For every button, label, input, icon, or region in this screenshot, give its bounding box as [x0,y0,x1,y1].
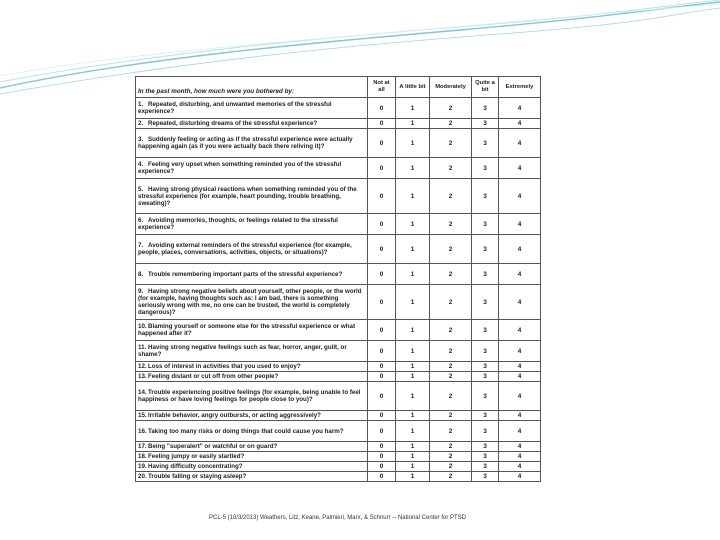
score-option[interactable]: 2 [430,235,472,264]
score-option[interactable]: 3 [472,442,499,452]
item-number: 11. [138,344,147,351]
score-option[interactable]: 4 [499,119,541,129]
score-option[interactable]: 0 [368,285,396,320]
item-number: 17. [138,443,147,450]
item-question [136,341,368,362]
score-option[interactable]: 3 [472,158,499,179]
score-option[interactable]: 1 [396,98,430,119]
item-text: Having strong negative beliefs about yourself, other people, or the world (for example, having thoughts such as: I am bad, there is something seriously wrong with me, no one can be trusted, the world is completely dangerous)? [138,288,362,316]
item-text: Repeated, disturbing, and unwanted memories of the stressful experience? [138,101,332,115]
score-option[interactable]: 2 [430,129,472,158]
item-question [136,179,368,214]
item-number: 3. [138,136,144,143]
score-option[interactable]: 3 [472,264,499,285]
score-option[interactable]: 0 [368,98,396,119]
score-option[interactable]: 2 [430,452,472,462]
item-question [136,421,368,442]
score-option[interactable]: 2 [430,421,472,442]
item-text: Being "superalert" or watchful or on guard? [148,443,278,450]
score-option[interactable]: 0 [368,119,396,129]
item-number: 1. [138,101,144,108]
score-option[interactable]: 0 [368,411,396,421]
scale-label-extremely: Extremely [499,77,541,98]
score-option[interactable]: 4 [499,214,541,235]
score-option[interactable]: 2 [430,442,472,452]
score-option[interactable]: 4 [499,372,541,382]
item-question [136,462,368,472]
score-option[interactable]: 1 [396,452,430,462]
score-option[interactable]: 4 [499,452,541,462]
item-question [136,119,368,129]
score-option[interactable]: 3 [472,235,499,264]
score-option[interactable]: 0 [368,214,396,235]
table-header-row [136,77,541,98]
table-row [136,98,541,119]
score-option[interactable]: 2 [430,285,472,320]
score-option[interactable]: 2 [430,341,472,362]
score-option[interactable]: 0 [368,341,396,362]
item-question [136,320,368,341]
table-row [136,264,541,285]
item-text: Irritable behavior, angry outbursts, or acting aggressively? [148,412,321,419]
item-number: 8. [138,270,144,278]
item-text: Having strong physical reactions when something reminded you of the stressful experience (for example, heart pounding, trouble breathing, sweating)? [138,185,357,207]
form-footer: PCL-5 (10/3/2013) Weathers, Litz, Keane, Palmieri, Marx, & Schnurr -- National Center for PTSD [209,515,466,521]
item-question [136,411,368,421]
scale-label-a-little-bit: A little bit [396,77,430,98]
item-text: Avoiding memories, thoughts, or feelings related to the stressful experience? [138,217,338,231]
score-option[interactable]: 3 [472,214,499,235]
table-row [136,382,541,411]
score-option[interactable]: 1 [396,382,430,411]
table-row [136,452,541,462]
item-text: Trouble falling or staying asleep? [148,473,247,480]
table-row [136,462,541,472]
table-row [136,421,541,442]
score-option[interactable]: 3 [472,285,499,320]
score-option[interactable]: 0 [368,442,396,452]
item-text: Having difficulty concentrating? [148,463,243,470]
score-option[interactable]: 2 [430,382,472,411]
score-option[interactable]: 4 [499,382,541,411]
score-option[interactable]: 4 [499,462,541,472]
score-option[interactable]: 0 [368,235,396,264]
item-question [136,98,368,119]
item-number: 16. [138,427,147,435]
scale-label-quite-a-bit: Quite a bit [472,77,499,98]
item-question [136,285,368,320]
score-option[interactable]: 0 [368,372,396,382]
item-number: 6. [138,217,144,224]
score-option[interactable]: 3 [472,372,499,382]
item-question [136,264,368,285]
score-option[interactable]: 0 [368,362,396,372]
score-option[interactable]: 3 [472,341,499,362]
item-question [136,442,368,452]
score-option[interactable]: 2 [430,320,472,341]
score-option[interactable]: 4 [499,264,541,285]
table-row [136,214,541,235]
score-option[interactable]: 4 [499,235,541,264]
item-number: 4. [138,161,144,168]
scale-label-not-at-all: Not at all [368,77,396,98]
score-option[interactable]: 2 [430,179,472,214]
item-question [136,372,368,382]
score-option[interactable]: 1 [396,472,430,482]
score-option[interactable]: 0 [368,129,396,158]
table-row [136,341,541,362]
item-question [136,129,368,158]
score-option[interactable]: 1 [396,264,430,285]
item-number: 18. [138,453,147,460]
score-option[interactable]: 4 [499,129,541,158]
score-option[interactable]: 4 [499,341,541,362]
item-question [136,472,368,482]
item-number: 5. [138,185,144,193]
item-text: Having strong negative feelings such as fear, horror, anger, guilt, or shame? [138,344,347,358]
item-question [136,452,368,462]
item-number: 15. [138,412,147,419]
score-option[interactable]: 1 [396,320,430,341]
score-option[interactable]: 4 [499,442,541,452]
pcl5-table [135,76,541,482]
score-option[interactable]: 0 [368,158,396,179]
score-option[interactable]: 3 [472,462,499,472]
score-option[interactable]: 2 [430,462,472,472]
item-number: 7. [138,242,144,249]
score-option[interactable]: 3 [472,411,499,421]
item-text: Trouble remembering important parts of the stressful experience? [148,270,343,278]
score-option[interactable]: 2 [430,411,472,421]
score-option[interactable]: 0 [368,264,396,285]
item-number: 19. [138,463,147,470]
item-number: 10. [138,323,147,330]
score-option[interactable]: 0 [368,462,396,472]
item-number: 13. [138,373,147,380]
score-option[interactable]: 3 [472,452,499,462]
score-option[interactable]: 3 [472,421,499,442]
table-row [136,372,541,382]
score-option[interactable]: 1 [396,119,430,129]
item-text: Suddenly feeling or acting as if the stressful experience were actually happening again (as if you were actually back there reliving it)? [138,136,353,150]
score-option[interactable]: 1 [396,129,430,158]
table-row [136,442,541,452]
item-text: Feeling distant or cut off from other people? [148,373,279,380]
item-number: 20. [138,473,147,480]
score-option[interactable]: 3 [472,98,499,119]
table-row [136,285,541,320]
item-question [136,235,368,264]
score-option[interactable]: 3 [472,129,499,158]
score-option[interactable]: 3 [472,119,499,129]
score-option[interactable]: 2 [430,372,472,382]
table-row [136,472,541,482]
score-option[interactable]: 0 [368,179,396,214]
score-option[interactable]: 4 [499,179,541,214]
score-option[interactable]: 3 [472,362,499,372]
score-option[interactable]: 2 [430,362,472,372]
item-number: 9. [138,288,144,295]
item-text: Repeated, disturbing dreams of the stressful experience? [148,120,318,127]
score-option[interactable]: 1 [396,421,430,442]
score-option[interactable]: 4 [499,362,541,372]
score-option[interactable]: 4 [499,158,541,179]
score-option[interactable]: 1 [396,285,430,320]
score-option[interactable]: 2 [430,214,472,235]
question-header: In the past month, how much were you bothered by: [136,77,368,98]
score-option[interactable]: 1 [396,214,430,235]
table-row [136,411,541,421]
score-option[interactable]: 3 [472,179,499,214]
score-option[interactable]: 2 [430,472,472,482]
item-number: 2. [138,120,144,127]
score-option[interactable]: 2 [430,158,472,179]
table-row [136,179,541,214]
score-option[interactable]: 2 [430,119,472,129]
score-option[interactable]: 4 [499,320,541,341]
score-option[interactable]: 4 [499,472,541,482]
table-row [136,158,541,179]
score-option[interactable]: 4 [499,421,541,442]
pcl5-form [135,76,540,521]
score-option[interactable]: 0 [368,382,396,411]
table-row [136,362,541,372]
scale-label-moderately: Moderately [430,77,472,98]
score-option[interactable]: 1 [396,235,430,264]
score-option[interactable]: 1 [396,158,430,179]
score-option[interactable]: 1 [396,462,430,472]
score-option[interactable]: 4 [499,98,541,119]
item-question [136,214,368,235]
items-body [136,98,541,482]
score-option[interactable]: 2 [430,264,472,285]
score-option[interactable]: 0 [368,320,396,341]
score-option[interactable]: 3 [472,472,499,482]
table-row [136,235,541,264]
table-row [136,119,541,129]
table-row [136,129,541,158]
item-text: Feeling very upset when something reminded you of the stressful experience? [138,161,342,175]
score-option[interactable]: 1 [396,362,430,372]
table-row [136,320,541,341]
item-number: 12. [138,363,147,370]
score-option[interactable]: 1 [396,179,430,214]
item-text: Loss of interest in activities that you used to enjoy? [148,363,301,370]
item-text: Blaming yourself or someone else for the stressful experience or what happened after it? [138,323,356,337]
score-option[interactable]: 1 [396,372,430,382]
score-option[interactable]: 0 [368,472,396,482]
item-question [136,158,368,179]
item-number: 14. [138,389,147,396]
item-text: Taking too many risks or doing things that could cause you harm? [148,427,344,435]
score-option[interactable]: 2 [430,98,472,119]
item-question [136,382,368,411]
item-text: Feeling jumpy or easily startled? [148,453,245,460]
score-option[interactable]: 0 [368,421,396,442]
score-option[interactable]: 1 [396,442,430,452]
item-text: Avoiding external reminders of the stressful experience (for example, people, places, conversations, activities, objects, or situations)? [138,242,352,256]
score-option[interactable]: 1 [396,341,430,362]
score-option[interactable]: 3 [472,320,499,341]
score-option[interactable]: 1 [396,411,430,421]
item-question [136,362,368,372]
score-option[interactable]: 3 [472,382,499,411]
score-option[interactable]: 4 [499,411,541,421]
item-text: Trouble experiencing positive feelings (for example, being unable to feel happiness or have loving feelings for people close to you)? [138,389,361,403]
score-option[interactable]: 0 [368,452,396,462]
score-option[interactable]: 4 [499,285,541,320]
